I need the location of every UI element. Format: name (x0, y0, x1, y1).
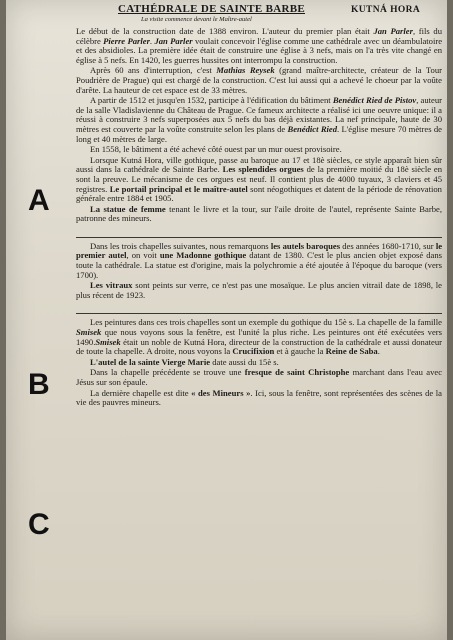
divider (76, 237, 442, 238)
text-run: A partir de 1512 et jusqu'en 1532, participe à l'édification du bâtiment (90, 95, 333, 106)
margin-letter-b: B (28, 368, 50, 401)
emphasized-text: Pierre Parler (103, 35, 150, 46)
paragraph (76, 66, 442, 95)
text-run: voulait concevoir l'église comme une cathédrale avec un déambulatoire et des absidioles. La première idée était de construire une église à 3 nefs, mais on l'a très vite changé en église à 5 nefs. En 1420, les guerres hussites ont interrompu la construction. (76, 35, 443, 65)
text-run: , auteur de la salle Vladislavienne du Château de Prague. Ce fameux architecte a réalisé ici une oeuvre unique: il a réussi à construire 3 nefs superposées aux 5 nefs du bas déjà existantes. La nef principale, haute de 30 mètres est couverte par la voûte construite selon les plans de (76, 95, 443, 134)
city-name: KUTNÁ HORA (351, 5, 421, 15)
printed-sheet (6, 0, 447, 640)
text-run: que nous voyons sous la fenêtre, est l'unité la plus riche. Les peintures ont été exécutées vers 1490. (76, 327, 442, 347)
text-run: des années 1680-1710, sur (340, 240, 436, 251)
emphasized-text: L'autel de la sainte Vierge Marie (90, 356, 211, 367)
margin-letter-a: A (28, 184, 50, 217)
text-run: Le début de la construction date de 1388 environ. L'auteur du premier plan était (76, 26, 374, 36)
paragraph (76, 389, 442, 408)
text-run: marchant dans l'eau avec Jésus sur son épaule. (76, 367, 443, 387)
emphasized-text: Benédict Ried de Pistov (332, 95, 417, 106)
text-run: En 1558, le bâtiment a été achevé côté ouest par un mur ouest provisoire. (90, 144, 342, 155)
text-run: de la première moitié du 18è siècle en sont la preuve. Le mécanisme de ces orgues est neuf. Il contient plus de 4000 tuyaux, 3 claviers et 45 registres. (76, 164, 443, 194)
text-run: date aussi du 15è s. (210, 356, 279, 367)
text-run: datant de 1380. C'est le plus ancien objet exposé dans toute la cathédrale. La statue est d'origine, mais la polychromie a été ajoutée à l'époque du baroque (vers 1700). (76, 250, 443, 280)
text-run: Après 60 ans d'interruption, c'est (90, 65, 217, 76)
text-run: , fils du célèbre (76, 26, 442, 46)
text-run: Dans la chapelle précédente se trouve une (90, 367, 245, 378)
margin-letter-c: C (28, 508, 50, 541)
emphasized-text: une Madonne gothique (159, 250, 247, 261)
divider (76, 313, 442, 314)
text-run: La dernière chapelle est dite (90, 387, 192, 398)
paragraph (76, 205, 442, 224)
section-c (76, 318, 442, 407)
emphasized-text: Crucifixion (232, 346, 275, 357)
paragraph (76, 145, 442, 155)
emphasized-text: Benédict Ried (287, 123, 338, 134)
paragraph (76, 281, 442, 300)
emphasized-text: Smisek (95, 336, 121, 347)
text-run: Dans les trois chapelles suivantes, nous remarquons (90, 240, 271, 251)
emphasized-text: Jan Parler (373, 26, 413, 36)
text-run: , on voit (126, 250, 160, 261)
text-run: . (149, 35, 155, 46)
header (6, 3, 447, 25)
emphasized-text: Jan Parler (154, 35, 193, 46)
paragraph (76, 358, 442, 368)
text-run: sont néogothiques et datent de la période de rénovation générale entre 1884 et 1905. (76, 183, 442, 204)
text-run: tenant le livre et la tour, sur l'aile droite de l'autel, représente Sainte Barbe, patronne des mineurs. (76, 203, 442, 224)
paragraph (76, 242, 442, 280)
section-b (76, 242, 442, 301)
emphasized-text: les autels baroques (270, 240, 341, 251)
emphasized-text: fresque de saint Christophe (244, 367, 350, 378)
paragraph (76, 96, 442, 144)
document-body (76, 27, 442, 409)
paragraph (76, 156, 442, 204)
text-run: était un noble de Kutná Hora, directeur de la construction de la cathédrale et aussi donateur de toute la chapelle. A droite, nous voyons la (76, 336, 442, 357)
section-gap (76, 225, 442, 235)
emphasized-text: Smisek (76, 327, 102, 338)
emphasized-text: Mathias Reysek (216, 65, 275, 76)
visit-subtitle: La visite commence devant le Maître-autel (141, 16, 252, 23)
emphasized-text: La statue de femme (90, 203, 166, 214)
text-run: . L'église mesure 70 mètres de long et 40 mètres de large. (76, 123, 442, 144)
emphasized-text: Les vitraux (90, 280, 133, 291)
paragraph (76, 318, 442, 356)
emphasized-text: le premier autel (76, 240, 443, 261)
text-run: (grand maître-architecte, créateur de la Tour Poudrière de Prague) qui est chargé de la construction. C'est lui aussi qui a achevé le choeur par la voûte d'arête. La hauteur de cet espace est de 33 mètres. (76, 65, 442, 95)
section-a (76, 27, 442, 224)
paragraph (76, 368, 442, 387)
paragraph (76, 27, 442, 65)
emphasized-text: Le portail principal et le maître-autel (109, 183, 248, 194)
text-run: Les peintures dans ces trois chapelles sont un exemple du gothique du 15è s. La chapelle de la famille (90, 317, 442, 328)
text-run: . (377, 346, 380, 357)
text-run: sont peints sur verre, ce n'est pas une mosaïque. Le plus ancien vitrail date de 1898, le plus récent de 1923. (76, 280, 442, 300)
emphasized-text: « des Mineurs » (191, 387, 251, 398)
text-run: et à gauche la (274, 346, 326, 357)
emphasized-text: Reine de Saba (325, 346, 378, 357)
document-title: CATHÉDRALE DE SAINTE BARBE (118, 3, 305, 15)
section-gap (76, 301, 442, 311)
emphasized-text: Les splendides orgues (222, 164, 304, 175)
text-run: . Ici, sous la fenêtre, sont représentées des scènes de la vie des pauvres mineurs. (76, 387, 442, 408)
text-run: Lorsque Kutná Hora, ville gothique, passe au baroque au 17 et 18è siècles, ce style apparaît bien sûr aussi dans la cathédrale de Sainte Barbe. (76, 154, 442, 175)
